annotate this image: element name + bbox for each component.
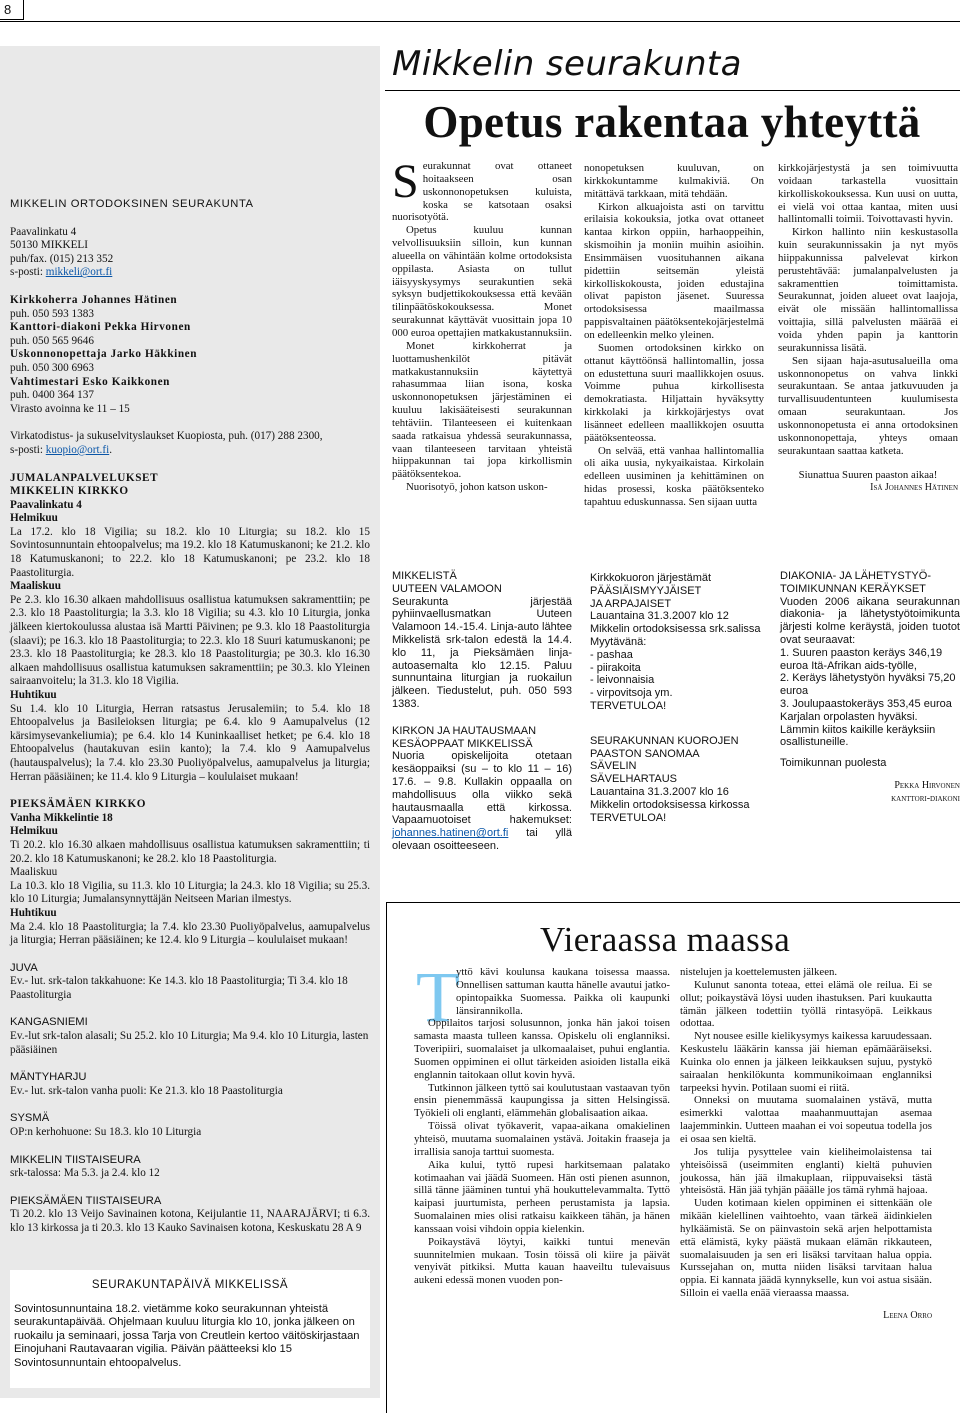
contact-line: puh/fax. (015) 213 352 — [10, 252, 114, 265]
notice-text: Seurakunta järjestää pyhiinvaellusmatkan Uuteen Valamoon 14.-15.4. Linja-auto lähtee Mikkelistä srk-talon edestä la 14.4. klo 11, ja Pieksämäen linja-autoasemalta klo 12.15. Paluu sunnuntaina liturgian ja ruokailun jälkeen. Tiedustelut, puh. 050 593 1383. — [392, 595, 572, 710]
event-box-text: Sovintosunnuntaina 18.2. vietämme koko seurakunnan yhteistä seurakuntapäivää. Ohjelmaan kuuluu liturgia klo 10, jonka jälkeen on ruokailu ja seminaari, jossa Tarja von Creutlein kertoo väitöskirjastaan Einojuhani Rautavaaran vigilia. Päivän päätteeksi klo 15 Sovintosunnuntain ehtoopalvelus. — [14, 1303, 360, 1369]
paragraph: Oppilaitos tarjosi solusunnon, jonka hän jakoi toisen samasta maasta tulleen kanssa. Opiskelu oli englanniksi. Toveripiiri, suomalaiset ja ulkomaalaiset, puhui englantia. Suomen oppiminen ei ollut tärkeiden asioiden listalla eikä englannin taitokaan ollut kovin hyvä. — [414, 1017, 670, 1081]
top-rule — [0, 21, 960, 22]
notice-line: Myytävänä: — [590, 635, 647, 648]
schedule-text: Su 1.4. klo 10 Liturgia, Herran ratsastus Jerusalemiin; to 5.4. klo 18 Ehtoopalvelus ja Basileioksen liturgia; pe 6.4. klo 9 Aamupalvelus (12 kärsimysevankeliumia); pe 6.4. klo 14 Kuninkaalliset hetket; pe 6.4. klo 18 Ehtoopalvelus (hautakuvan esiin kanto); la 7.4. klo 9 Aamupalvelus (hautauspalvelus); la 7.4. klo 23.30 Puoliyöpalvelus, aamupalvelus ja liturgia; Herran pääsiäinen; ke 11.4. klo 9 Liturgia – koululaiset mukaan! — [10, 702, 370, 783]
notice-text: Vuoden 2006 aikana seurakunnan diakonia- ja lähetystyötoimikunta järjesti kolme keräystä, joiden tuotot ovat seuraavat: — [780, 595, 960, 646]
notice-text: 2. Keräys lähetystyön hyväksi 75,20 euroa — [780, 672, 956, 698]
article-signature: Isä Johannes Hätinen — [870, 482, 958, 494]
notice-line: PÄÄSIÄISMYYJÄISET — [590, 584, 702, 597]
event-box-title: SEURAKUNTAPÄIVÄ MIKKELISSÄ — [91, 1279, 289, 1291]
place-text: OP:n kerhohuone: Su 18.3. klo 10 Liturgia — [10, 1126, 202, 1139]
notice-line: SÄVELIN — [590, 760, 637, 773]
staff-title: Kirkkoherra Johannes Hätinen — [10, 293, 178, 306]
staff-phone: puh. 0400 364 137 — [10, 389, 94, 402]
paragraph: kirkkojärjestystä ja sen toimivuutta voidaan tarkastella vuosittain kirkolliskokouksessa. Kun uusi on uutta, ei vielä voi ottaa kantaa, miten uusi hallintomalli toimii. Toivottavasti hyvin. — [778, 162, 958, 226]
paragraph: Jos tulija pysyttelee vain kieliheimolaistensa tai yhteisöissä (useimmiten englanti) kieltä puhuvien joukossa, hän jää ilmakuplaan, riippuvaiseksi tästä yhteisöstä. Hän jää tyhjän pääälle jos tämä ryhmä hajoaa. — [680, 1145, 932, 1197]
notice-text: 3. Joulupaastokeräys 353,45 euroa Karjalan orpolasten hyväksi. — [780, 697, 952, 723]
place-name: MÄNTYHARJU — [10, 1071, 87, 1084]
section-title: Mikkelin seurakunta — [392, 44, 742, 84]
church-address: Vanha Mikkelintie 18 — [10, 811, 113, 824]
paragraph: Kirkon alkuajoista asti on tarvittu erilaisia kokouksia, jotka ovat ottaneet kantaa kirkon oppiin, harhaoppeihin, skismoihin ja moniin muihin asioihin. Ensimmäisen vuosituhannen aikana pidettiin seitsemän yleistä kirkolliskokousta, joiden edustajina olivat papiston jäsenet. Suuressa ortodoksisessa maailmassa pappisvaltainen päätöksentekojärjestelmä on edelleenkin melko yleinen. — [584, 200, 764, 341]
paragraph: Kulunut sanonta toteaa, ettei elämä ole reilua. Ei se ollut; poikaystävä löysi uuden ihastuksen. Pari kuukautta tämän jälkeen todettiin työllä rintasyöpä. Leikkaus odottaa. — [680, 978, 932, 1030]
notice-line: - virpovitsoja ym. — [590, 687, 673, 700]
notice-text: Lämmin kiitos kaikille keräyksiin osallistuneille. — [780, 723, 936, 749]
notice-line: Mikkelin ortodoksisessa kirkossa — [590, 798, 750, 811]
notice-title: MIKKELISTÄ — [392, 570, 457, 582]
notice-easter-sale — [590, 572, 770, 824]
org-name: MIKKELIN ORTODOKSINEN SEURAKUNTA — [10, 198, 254, 210]
staff-title: Vahtimestari Esko Kaikkonen — [10, 375, 171, 388]
notice-line: Lauantaina 31.3.2007 klo 12 — [590, 610, 729, 623]
notice-line: SEURAKUNNAN KUOROJEN — [590, 734, 739, 747]
paragraph: eurakunnat ovat ottaneet hoitaakseen osan uskonnonopetuksen kuluista, koska se katsotaan osaksi nuorisotyötä. — [392, 160, 572, 224]
notice-line: SÄVELHARTAUS — [590, 773, 678, 786]
paragraph: Uuden kotimaan kielen oppiminen ei sittenkään ole mikään kielellinen vaihtoehto, vaan tärkeä äidinkielen hylkäämistä. Se on päinvastoin sekä arjen helpottamista että elämistä, kyky päästä mukaan elämän rikkauteen, suomalaisuuden ja sen eri lisäksi tarvitaan halua oppia. Kurssejahan on, mutta niiden lisäksi tarvitaan halua oppia. Ei kannata jäädä kynnykselle, kun voi astua sisään. Silloin ei vaella enää vieraassa maassa. — [680, 1197, 932, 1300]
church-name: MIKKELIN KIRKKO — [10, 485, 129, 498]
notice-line: Kirkkokuoron järjestämät — [590, 572, 712, 584]
records-office: Virkatodistus- ja sukuselvityslaukset Kuopiosta, puh. (017) 288 2300, — [10, 430, 323, 443]
staff-phone: puh. 050 565 9646 — [10, 334, 94, 347]
paragraph: nistelujen ja koettelemusten jälkeen. — [680, 966, 838, 978]
records-email-link[interactable]: kuopio@ort.fi — [45, 443, 110, 456]
month-heading: Helmikuu — [10, 825, 58, 838]
abroad-drop-cap: T — [416, 957, 460, 1037]
schedule-text: Ti 20.2. klo 16.30 alkaen mahdollisuus osallistua katumuksen sakramenttiin; ti 20.2. klo 18 Katumuskanoni; ke 28.2. klo 18 Paastoliturgia. — [10, 838, 370, 865]
staff-title: Uskonnonopettaja Jarko Häkkinen — [10, 348, 198, 361]
notice-line: TERVETULOA! — [590, 811, 667, 824]
services-heading: JUMALANPALVELUKSET — [10, 471, 159, 484]
paragraph: Sen sijaan haja-asutusalueilla oma uskonnonopetus on vahva linkki seurakuntaan. Se antaa jatkuvuuden ja turvallisuudentunteen kuulumisesta omaan seurakuntaan. Jos uskonnonopetusta ei anna ortodoksinen uskonnonopettaja, yhteys omaan seurakuntaan saattaa katketa. — [778, 354, 958, 457]
notice-title: DIAKONIA- JA LÄHETYSTYÖ- — [780, 570, 931, 582]
notice-valamo — [392, 570, 572, 853]
email-line: s-posti: mikkeli@ort.fi — [10, 266, 113, 279]
place-text: Ev.- lut. srk-talon vanha puoli: Ke 21.3. klo 18 Paastoliturgia — [10, 1084, 283, 1097]
notice-line: JA ARPAJAISET — [590, 597, 672, 610]
place-text: srk-talossa: Ma 5.3. ja 2.4. klo 12 — [10, 1167, 160, 1180]
paragraph: Poikaystävä löytyi, kaikki tuntui menevän suunnitelmien mukaan. Tosin töissä oli kiire ja päivät venyivät pitkiksi. Mutta kauan haaveiltu tulevaisuus aukeni edessä monen vuoden pon- — [414, 1235, 670, 1287]
paragraph: yttö kävi koulunsa kaukana toisessa maassa. Onnellisen sattuman kautta hänelle avautui jatko-opintopaikka Suomessa. Paikka oli kaupunki länsirannikolla. — [456, 966, 670, 1017]
month-heading: Maaliskuu — [10, 866, 58, 879]
article-column-1 — [392, 155, 572, 494]
paragraph: nonopetuksen kuuluvan, on kirkkokuntamme kulmakiviä. On mitättävä tarkkaan, mitä tehdään. — [584, 162, 764, 200]
notice-signature-role: kanttori-diakoni — [891, 792, 960, 804]
place-name: KANGASNIEMI — [10, 1016, 88, 1029]
notice-line: - pashaa — [590, 648, 633, 661]
place-text: Ev.-lut srk-talon alasali; Su 25.2. klo 10 Liturgia; Ma 9.4. klo 10 Liturgia, lasten pääsiäinen — [10, 1030, 369, 1056]
notice-line: Mikkelin ortodoksisessa srk.salissa — [590, 623, 761, 636]
notice-signature: Pekka Hirvonen — [894, 779, 960, 791]
notice-title: KIRKON JA HAUTAUSMAAN — [392, 724, 537, 737]
abroad-column-2 — [680, 966, 932, 1323]
paragraph: Nuorisotyö, johon katson uskon- — [406, 481, 548, 494]
staff-title: Kanttori-diakoni Pekka Hirvonen — [10, 321, 191, 334]
place-text: Ti 20.2. klo 13 Veijo Savinainen kotona, Keijulantie 11, NAARAJÄRVI; ti 6.3. klo 13 kirkossa ja ti 20.3. klo 13 Kauko Savinaisen kotona, Keskuskatu 28 A 9 — [10, 1208, 370, 1234]
notice-title: TOIMIKUNNAN KERÄYKSET — [780, 582, 926, 595]
notice-line: - leivonnaisia — [590, 674, 655, 687]
paragraph: On selvää, että vanhaa hallintomallia oli aika uusia, nykyaikaistaa. Kirkolain edelleen uusiminen ja kehittäminen on hidas prosessi, koska päätöksenteko tapahtuu eduskunnassa. Sen sijaan uutta — [584, 444, 764, 508]
place-text: Ev.- lut. srk-talon takkahuone: Ke 14.3. klo 18 Paastoliturgia; Ti 3.4. klo 18 Paastoliturgia — [10, 975, 348, 1001]
paragraph: Onneksi on muutama suomalainen ystävä, mutta esimerkki valottaa maahanmuuttajan asemaa laajemminkin. Uutteen maahan ei voi sopeutua todella jos ei osaa sen kieltä. — [680, 1094, 932, 1145]
paragraph: Suomen ortodoksinen kirkko on ottanut käyttöönsä hallintomallin, jossa on edustettuna suuri maallikkojen osuus. Voimme puhua kirkollisesta demokratiasta. Hiljattain hyväksytty kirkkolaki ja kirkkojärjestys ovat lisänneet edelleen maallikkojen osuutta päätöksenteossa. — [584, 341, 764, 444]
abroad-column-1 — [414, 966, 670, 1287]
event-box — [10, 1270, 370, 1388]
month-heading: Huhtikuu — [10, 689, 57, 701]
paragraph: Töissä olivat työkaverit, vapaa-aikana omakielinen yhteisö, muutama suomalainen ystävä. Joitakin fraaseja ja irrallisia sanoja tarttui suomesta. — [414, 1120, 670, 1158]
place-name: MIKKELIN TIISTAISEURA — [10, 1153, 141, 1166]
paragraph: Monet kirkkoherrat ja luottamushenkilöt pitävät matkakustannuksiin käytettyä rahasummaa liian isona, koska uskonnonopetuksen järjestäminen ei kuuluu lakisääteisesti seurakunnan tehtäviin. Tilanteeseen ei kuitenkaan saada ratkaisua yhdessä seurakunnassa, vaan tilanteeseen tarvitaan yhteistä hiippakunnan tai jopa kirkollismin päätöksentekoa. — [392, 339, 572, 481]
notice-text: Nuoria opiskelijoita otetaan kesäoppaiksi (su – to klo 11 – 16) 17.6. – 9.8. Kullakin oppaalla on mahdollisuus olla viikko sekä hautausmaalla että kirkossa. Vapaamuotoiset hakemukset: johannes.hatinen@ort.fi tai yllä olevaan osoitteeseen. — [392, 750, 572, 852]
notice-line: TERVETULOA! — [590, 699, 667, 712]
guide-email-link[interactable]: johannes.hatinen@ort.fi — [392, 827, 509, 840]
contact-line: 50130 MIKKELI — [10, 239, 88, 252]
church-address: Paavalinkatu 4 — [10, 498, 82, 511]
month-heading: Huhtikuu — [10, 906, 57, 919]
place-name: SYSMÄ — [10, 1112, 50, 1125]
place-name: PIEKSÄMÄEN TIISTAISEURA — [10, 1194, 162, 1207]
church-name: PIEKSÄMÄEN KIRKKO — [10, 798, 147, 811]
place-name: JUVA — [10, 961, 38, 974]
notice-text: 1. Suuren paaston keräys 346,19 euroa Itä-Afrikan aids-työlle, — [780, 646, 943, 672]
drop-cap: S — [392, 155, 419, 208]
email-link[interactable]: mikkeli@ort.fi — [45, 266, 113, 279]
notice-title: UUTEEN VALAMOON — [392, 582, 502, 595]
headline: Opetus rakentaa yhteyttä — [423, 97, 921, 147]
paragraph: Nyt nousee esille kielikysymys kaikessa karuudessaan. Keskustelu lääkärin kanssa jäi hieman epämääräiseksi. Kuinka olo ennen ja jälkeen leikkauksen sujuu, pystykö sairaalan henkilökunta kommunikoimaan englanniksi tarpeeksi hyvin. Potilaan suomi ei riitä. — [680, 1030, 932, 1094]
page-number: 8 — [0, 0, 24, 20]
notice-line: - piirakoita — [590, 661, 641, 674]
notice-text: Toimikunnan puolesta — [780, 757, 887, 770]
office-hours: Virasto avoinna ke 11 – 15 — [10, 402, 130, 415]
paragraph: Kirkon hallinto niin keskustasolla kuin seurakunnissakin ja nyt myös hiippakunnissa palvelevat kirkon perustehtävää: jumalanpalvelusten ja sakramenttien toimittamista. Seurakunnat, joiden alueet ovat laajoja, eivät ole missään hallintomallissa voittajia, sillä palvelusten määrää ei voida yhden papin ja kanttorin seurakunnissa lisätä. — [778, 226, 958, 354]
records-email-line: s-posti: kuopio@ort.fi. — [10, 443, 112, 456]
paragraph: Opetus kuuluu kunnan velvollisuuksiin silloin, kun kunnan alueella on vähintään kolme ortodoksista oppilasta. Asiasta on tullut iäisyyskysymys seurakuntien sekä syksyn budjettikokouksessa että kevään tilinpäätöskokouksessa. Monet seurakunnat käyttävät vuosittain jopa 10 000 euroa opettajien matkakustannuksiin. — [392, 224, 572, 339]
staff-phone: puh. 050 593 1383 — [10, 307, 94, 320]
paragraph: Aika kului, tyttö rupesi harkitsemaan palatako kotimaahan vai jäädä Suomeen. Hän osti pienen asunnon, sillä tänne jääminen tuntui yhä houkuttelevammalta. Tyttö kaipasi juurtumista, perheen perustamista ja lapsia. Suomalainen mies olisi ratkaisu kaikkeen tähän, ja hänen kanssaan voisi vihdoin oppia kielenkin. — [414, 1158, 670, 1235]
notice-line: Lauantaina 31.3.2007 klo 16 — [590, 785, 729, 798]
staff-phone: puh. 050 300 6963 — [10, 361, 94, 374]
schedule-text: Pe 2.3. klo 16.30 alkaen mahdollisuus osallistua katumuksen sakramenttiin; pe 2.3. klo 18 Paastoliturgia; la 3.3. klo 18 Vigilia; su 4.3. klo 10 Liturgia, jonka jälkeen kiertokoulussa alustaa isä Martti Päivinen; pe 9.3. klo 18 Paastoliturgia (slaavi); pe 16.3. klo 18 Paastoliturgia; to 22.3. klo 18 Suuri katumuskanoni; pe 23.3. klo 18 Paastoliturgia; ke 28.3. klo 18 Paastoliturgia; pe 30.3. klo 16.30 alkaen mahdollisuus osallistua katumuksen sakramenttiin; pe 30.3. klo Yleinen sairaanvoitelu; la 31.3. klo 18 Vigilia. — [10, 593, 370, 688]
notice-line: PAASTON SANOMAA — [590, 747, 700, 760]
notice-diakonia — [780, 570, 960, 806]
sidebar-content — [10, 198, 370, 1236]
closing-greeting: Siunattua Suuren paaston aikaa! — [798, 469, 938, 482]
article-column-2 — [584, 162, 764, 509]
month-heading: Helmikuu — [10, 512, 58, 525]
abroad-title: Vieraassa maassa — [540, 920, 791, 959]
month-heading: Maaliskuu — [10, 580, 61, 593]
article-column-3 — [778, 162, 958, 495]
header-rule — [385, 90, 960, 91]
schedule-text: Ma 2.4. klo 18 Paastoliturgia; la 7.4. klo 23.30 Puoliyöpalvelus, aamupalvelus ja liturgia; Herran pääsiäinen; ke 12.4. klo 9 Liturgia – koululaiset mukaan! — [10, 920, 370, 947]
paragraph: Tutkinnon jälkeen tyttö sai koulutustaan vastaavan työn ensin pienemmässä kaupungissa ja sitten Helsingissä. Työkieli oli englanti, elämmehän globalisaation aikaa. — [414, 1081, 670, 1120]
contact-line: Paavalinkatu 4 — [10, 225, 77, 238]
notice-title: KESÄOPPAAT MIKKELISSÄ — [392, 737, 533, 750]
abroad-signature: Leena Orro — [883, 1309, 932, 1321]
schedule-text: La 10.3. klo 18 Vigilia, su 11.3. klo 10 Liturgia; la 24.3. klo 18 Vigilia; su 25.3. klo 10 Liturgia; Jumalansynnyttäjän Neitseen Marian ilmestys. — [10, 879, 370, 906]
schedule-text: La 17.2. klo 18 Vigilia; su 18.2. klo 10 Liturgia; su 18.2. klo 15 Sovintosunnuntain ehtoopalvelus; ma 19.2. klo 18 Katumuskanoni; ke 21.2. klo 18 Katumuskanoni; to 22.2. klo 18 Katumuskanoni; pe 23.2. klo 18 Paastoliturgia. — [10, 525, 370, 579]
